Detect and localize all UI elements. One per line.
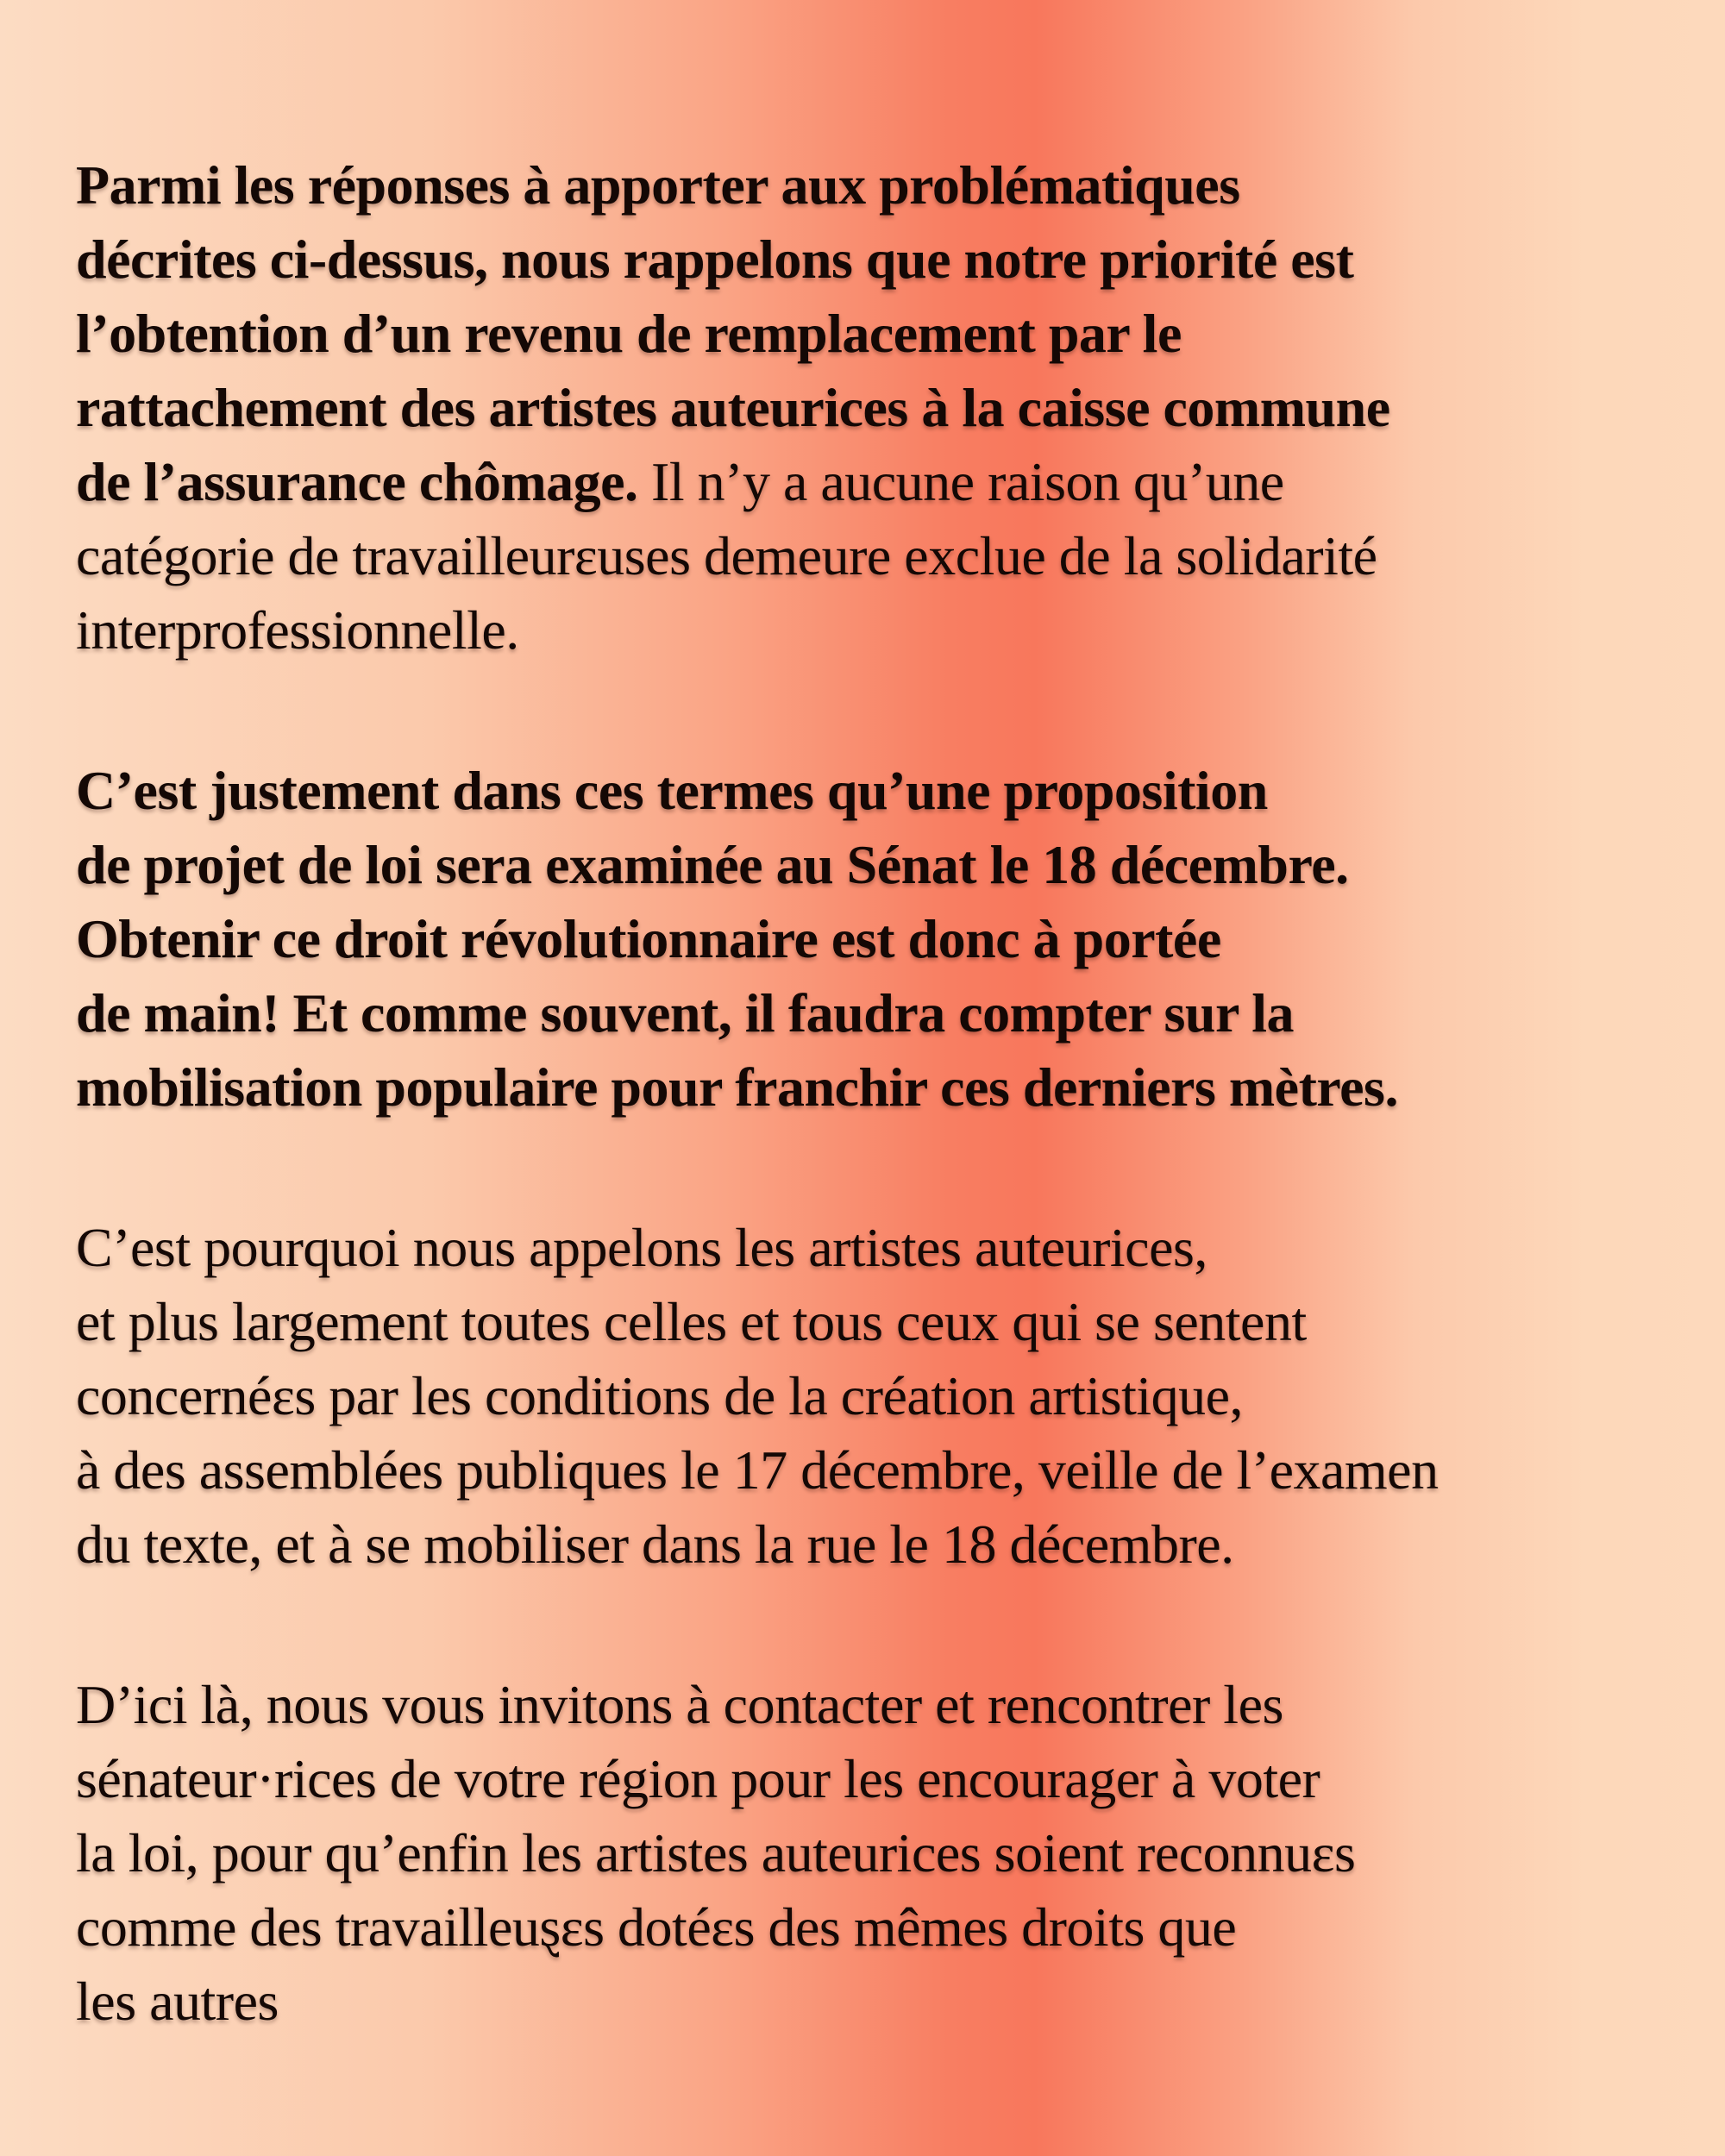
bold-text-segment: de projet de loi sera examinée au Sénat le 18 décembre. bbox=[76, 834, 1349, 895]
text-line bbox=[76, 519, 1697, 593]
paragraph bbox=[76, 1211, 1697, 1582]
text-line bbox=[76, 828, 1697, 902]
text-line bbox=[76, 1742, 1697, 1816]
text-line bbox=[76, 902, 1697, 976]
text-segment: C’est pourquoi nous appelons les artistes auteurices, bbox=[76, 1217, 1208, 1278]
text-segment: comme des travailleuȿεs dotéεs des mêmes droits que bbox=[76, 1896, 1237, 1958]
bold-text-segment: l’obtention d’un revenu de remplacement par le bbox=[76, 303, 1182, 364]
text-line bbox=[76, 297, 1697, 371]
bold-text-segment: mobilisation populaire pour franchir ces derniers mètres. bbox=[76, 1056, 1398, 1118]
text-line bbox=[76, 148, 1697, 222]
text-line bbox=[76, 976, 1697, 1050]
text-line bbox=[76, 371, 1697, 445]
text-line bbox=[76, 1433, 1697, 1507]
paragraph bbox=[76, 754, 1697, 1125]
text-segment: les autres bbox=[76, 1971, 279, 2032]
bold-text-segment: de l’assurance chômage. bbox=[76, 451, 638, 512]
paragraph bbox=[76, 148, 1697, 667]
text-line bbox=[76, 1816, 1697, 1890]
text-line bbox=[76, 1359, 1697, 1433]
document-text bbox=[76, 148, 1697, 2039]
text-line bbox=[76, 222, 1697, 297]
text-line bbox=[76, 1965, 1697, 2039]
text-segment: interprofessionnelle. bbox=[76, 599, 519, 661]
text-segment: la loi, pour qu’enfin les artistes auteurices soient reconnuεs bbox=[76, 1822, 1356, 1883]
bold-text-segment: C’est justement dans ces termes qu’une proposition bbox=[76, 760, 1268, 821]
bold-text-segment: de main! Et comme souvent, il faudra compter sur la bbox=[76, 982, 1295, 1044]
text-segment: catégorie de travailleurεuses demeure exclue de la solidarité bbox=[76, 525, 1377, 586]
text-segment: D’ici là, nous vous invitons à contacter et rencontrer les bbox=[76, 1674, 1283, 1735]
text-segment: concernéεs par les conditions de la création artistique, bbox=[76, 1365, 1244, 1426]
text-line bbox=[76, 1211, 1697, 1285]
text-line bbox=[76, 754, 1697, 828]
bold-text-segment: Obtenir ce droit révolutionnaire est donc à portée bbox=[76, 908, 1221, 969]
bold-text-segment: rattachement des artistes auteurices à la caisse commune bbox=[76, 377, 1390, 438]
text-line bbox=[76, 593, 1697, 667]
text-line bbox=[76, 1507, 1697, 1582]
text-line bbox=[76, 1050, 1697, 1125]
text-segment: à des assemblées publiques le 17 décembre, veille de l’examen bbox=[76, 1439, 1439, 1501]
text-line bbox=[76, 1285, 1697, 1359]
text-segment: et plus largement toutes celles et tous ceux qui se sentent bbox=[76, 1291, 1307, 1352]
text-line bbox=[76, 1668, 1697, 1742]
paragraph bbox=[76, 1668, 1697, 2039]
bold-text-segment: décrites ci-dessus, nous rappelons que notre priorité est bbox=[76, 229, 1354, 290]
text-line bbox=[76, 445, 1697, 519]
text-segment: Il n’y a aucune raison qu’une bbox=[637, 451, 1284, 512]
text-segment: du texte, et à se mobiliser dans la rue le 18 décembre. bbox=[76, 1514, 1234, 1575]
text-segment: sénateur·rices de votre région pour les encourager à voter bbox=[76, 1748, 1320, 1809]
bold-text-segment: Parmi les réponses à apporter aux problématiques bbox=[76, 154, 1240, 216]
text-line bbox=[76, 1890, 1697, 1965]
